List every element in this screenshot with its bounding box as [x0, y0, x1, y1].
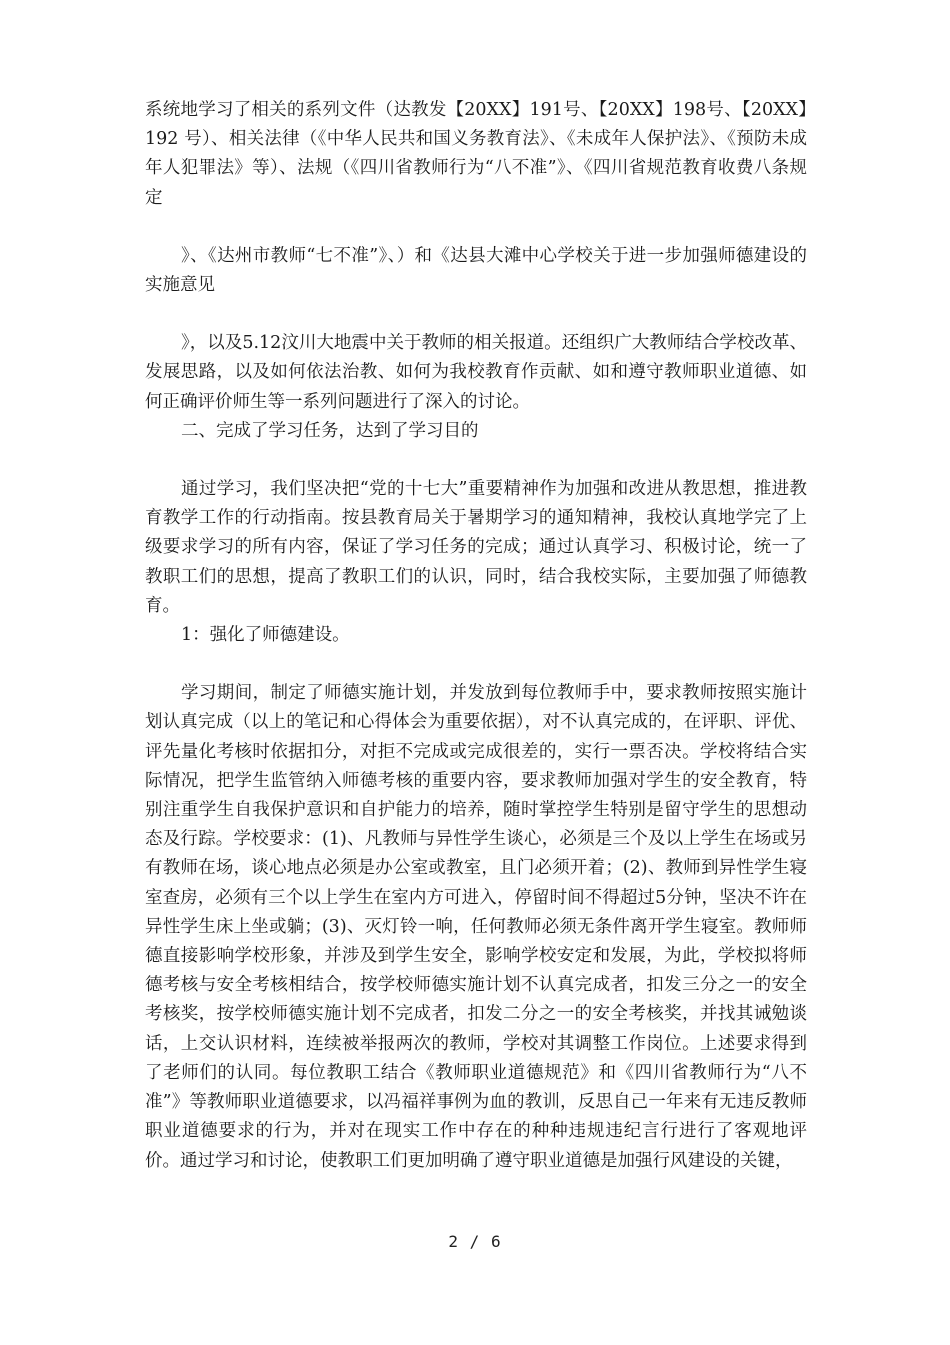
section-heading-two: 二、完成了学习任务，达到了学习目的 [181, 420, 479, 441]
paragraph-study-results: 通过学习，我们坚决把“党的十七大”重要精神作为加强和改进从教思想，推进教育教学工作的行动指南。按县教育局关于暑期学习的通知精神，我校认真地学完了上级要求学习的所有内容，保证了学习任务的完成；通过认真学习、积极讨论，统一了教职工们的思想，提高了教职工们的认识，同时，结合我校实际，主要加强了师德教育。 [145, 479, 807, 616]
document-body [145, 96, 807, 1176]
page-number: 2 / 6 [448, 1232, 502, 1251]
paragraph-earthquake-reports: 》，以及5.12汶川大地震中关于教师的相关报道。还组织广大教师结合学校改革、发展思路，以及如何依法治教、如何为我校教育作贡献、如和遵守教师职业道德、如何正确评价师生等一系列问题进行了深入的讨论。 [145, 333, 807, 412]
paragraph-ethics-plan: 学习期间，制定了师德实施计划，并发放到每位教师手中，要求教师按照实施计划认真完成（以上的笔记和心得体会为重要依据），对不认真完成的，在评职、评优、评先量化考核时依据扣分，对拒不完成或完成很差的，实行一票否决。学校将结合实际情况，把学生监管纳入师德考核的重要内容，要求教师加强对学生的安全教育，特别注重学生自我保护意识和自护能力的培养，随时掌控学生特别是留守学生的思想动态及行踪。学校要求：(1)、凡教师与异性学生谈心，必须是三个及以上学生在场或另有教师在场，谈心地点必须是办公室或教室，且门必须开着；(2)、教师到异性学生寝室查房，必须有三个以上学生在室内方可进入，停留时间不得超过5分钟，坚决不许在异性学生床上坐或躺；(3)、灭灯铃一响，任何教师必须无条件离开学生寝室。教师师德直接影响学校形象，并涉及到学生安全，影响学校安定和发展，为此，学校拟将师德考核与安全考核相结合，按学校师德实施计划不认真完成者，扣发三分之一的安全考核奖，按学校师德实施计划不完成者，扣发二分之一的安全考核奖，并找其诫勉谈话，上交认识材料，连续被举报两次的教师，学校对其调整工作岗位。上述要求得到了老师们的认同。每位教职工结合《教师职业道德规范》和《四川省教师行为“八不准”》等教师职业道德要求，以冯福祥事例为血的教训，反思自己一年来有无违反教师职业道德要求的行为，并对在现实工作中存在的种种违规违纪言行进行了客观地评价。通过学习和讨论，使教职工们更加明确了遵守职业道德是加强行风建设的关键， [145, 683, 807, 1171]
subheading-ethics: 1：强化了师德建设。 [181, 625, 350, 646]
paragraph-study-documents: 系统地学习了相关的系列文件（达教发【20XX】191号、【20XX】198号、【20XX】192 号）、相关法律（《中华人民共和国义务教育法》、《未成年人保护法》、《预防未成年人犯罪法》等）、法规（《四川省教师行为“八不准”》、《四川省规范教育收费八条规定 [145, 100, 807, 208]
paragraph-local-regulations: 》、《达州市教师“七不准”》、）和《达县大滩中心学校关于进一步加强师德建设的实施意见 [145, 245, 807, 296]
